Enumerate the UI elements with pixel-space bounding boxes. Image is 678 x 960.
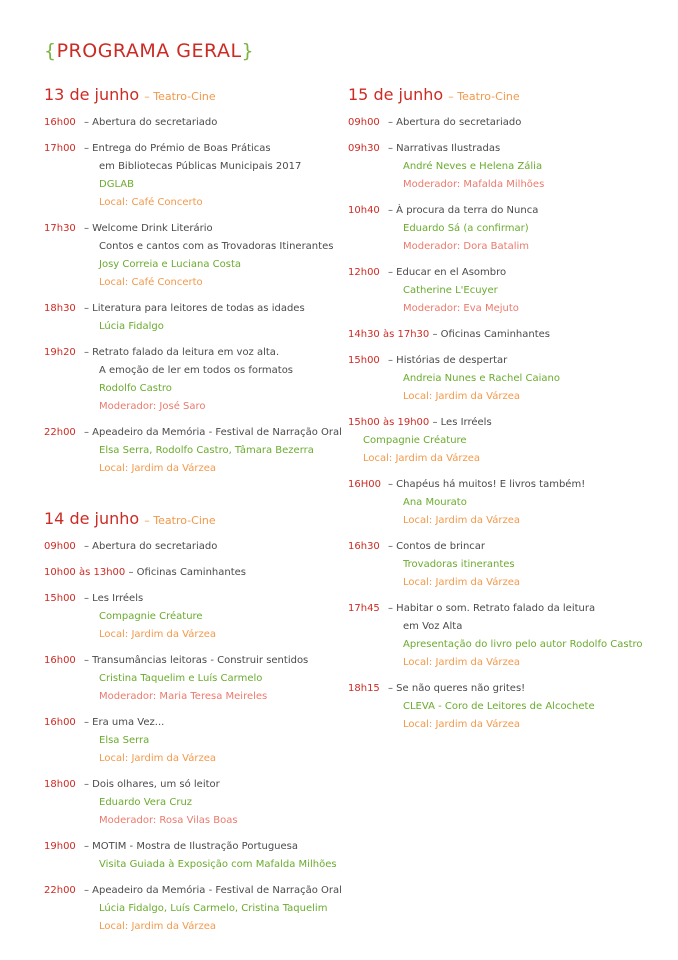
event-person: Visita Guiada à Exposição com Mafalda Milhões (99, 859, 337, 870)
event-body (84, 538, 344, 556)
event-body (388, 140, 648, 194)
event-person: CLEVA - Coro de Leitores de Alcochete (403, 701, 595, 712)
event-location: Local: Café Concerto (99, 277, 203, 288)
event-body (388, 600, 648, 672)
event-body (388, 680, 648, 734)
event-moderator: Moderador: Mafalda Milhões (403, 179, 545, 190)
event-body (44, 564, 344, 582)
event-body (388, 264, 648, 318)
event-title: – Les Irréels (432, 417, 492, 428)
event-time: 16h00 (44, 655, 76, 666)
event-title: – Oficinas Caminhantes (432, 329, 551, 340)
program-event (44, 882, 344, 936)
event-body (84, 140, 344, 212)
program-event (44, 564, 344, 582)
event-title-cont: em Voz Alta (403, 621, 463, 632)
event-moderator: Moderador: José Saro (99, 401, 206, 412)
event-location: Local: Jardim da Várzea (99, 753, 217, 764)
event-time: 15h00 (44, 593, 76, 604)
event-title: – Transumâncias leitoras - Construir sentidos (84, 655, 309, 666)
event-body (84, 652, 344, 706)
event-title: – Habitar o som. Retrato falado da leitura (388, 603, 596, 614)
event-location: Local: Jardim da Várzea (403, 719, 521, 730)
event-location: Local: Jardim da Várzea (99, 629, 217, 640)
event-time: 16h30 (348, 541, 380, 552)
event-title: – Entrega do Prémio de Boas Práticas (84, 143, 271, 154)
event-title-line (348, 326, 648, 344)
event-person: Elsa Serra (99, 735, 150, 746)
event-time: 09h00 (44, 541, 76, 552)
event-title: – Contos de brincar (388, 541, 486, 552)
event-body (388, 202, 648, 256)
event-time: 19h20 (44, 347, 76, 358)
program-event (44, 114, 344, 132)
event-person: Lúcia Fidalgo, Luís Carmelo, Cristina Taquelim (99, 903, 328, 914)
program-event (44, 344, 344, 416)
day-heading (44, 84, 344, 108)
program-event (348, 680, 648, 734)
event-title: – Literatura para leitores de todas as idades (84, 303, 305, 314)
event-time: 15h00 às 19h00 (348, 417, 430, 428)
event-body (84, 300, 344, 336)
event-person: DGLAB (99, 179, 134, 190)
event-person: Compagnie Créature (99, 611, 203, 622)
program-event (348, 352, 648, 406)
program-event (44, 776, 344, 830)
event-time: 16H00 (348, 479, 381, 490)
program-event (44, 590, 344, 644)
day-date: 13 de junho (44, 85, 140, 104)
program-event (44, 300, 344, 336)
event-time: 17h30 (44, 223, 76, 234)
event-title: – Era uma Vez... (84, 717, 165, 728)
event-title: – Welcome Drink Literário (84, 223, 213, 234)
event-body (84, 590, 344, 644)
day-venue: – Teatro-Cine (144, 90, 216, 103)
title-close-brace: } (241, 40, 255, 62)
event-title: – Les Irréels (84, 593, 144, 604)
program-event (44, 652, 344, 706)
program-event (44, 424, 344, 478)
event-time: 22h00 (44, 885, 76, 896)
event-title: – MOTIM - Mostra de Ilustração Portuguesa (84, 841, 298, 852)
event-time: 18h00 (44, 779, 76, 790)
event-body (84, 714, 344, 768)
program-event (348, 114, 648, 132)
program-event (348, 326, 648, 344)
left-column (44, 84, 344, 944)
event-body (348, 326, 648, 344)
event-title: – À procura da terra do Nunca (388, 205, 539, 216)
day-heading (348, 84, 648, 108)
event-time: 22h00 (44, 427, 76, 438)
event-body (348, 414, 648, 468)
event-title: – Se não queres não grites! (388, 683, 526, 694)
event-body (388, 538, 648, 592)
event-location: Local: Jardim da Várzea (403, 391, 521, 402)
day-venue: – Teatro-Cine (144, 514, 216, 527)
event-body (84, 344, 344, 416)
event-title-cont: em Bibliotecas Públicas Municipais 2017 (99, 161, 302, 172)
event-location: Local: Jardim da Várzea (403, 515, 521, 526)
event-time: 10h00 às 13h00 (44, 567, 126, 578)
event-title-cont: A emoção de ler em todos os formatos (99, 365, 294, 376)
event-time: 16h00 (44, 117, 76, 128)
event-person: Apresentação do livro pelo autor Rodolfo Castro (403, 639, 643, 650)
event-location: Local: Jardim da Várzea (363, 453, 481, 464)
event-person: Eduardo Vera Cruz (99, 797, 193, 808)
event-moderator: Moderador: Rosa Vilas Boas (99, 815, 238, 826)
program-event (348, 538, 648, 592)
event-time: 17h45 (348, 603, 380, 614)
event-person: Compagnie Créature (363, 435, 467, 446)
event-moderator: Moderador: Dora Batalim (403, 241, 530, 252)
event-moderator: Moderador: Eva Mejuto (403, 303, 519, 314)
event-title: – Abertura do secretariado (84, 117, 218, 128)
event-time: 16h00 (44, 717, 76, 728)
event-location: Local: Café Concerto (99, 197, 203, 208)
event-body (388, 114, 648, 132)
event-title: – Oficinas Caminhantes (128, 567, 247, 578)
event-person: Ana Mourato (403, 497, 467, 508)
event-title: – Apeadeiro da Memória - Festival de Narração Oral (84, 427, 342, 438)
event-body (388, 352, 648, 406)
program-event (348, 414, 648, 468)
event-time: 10h40 (348, 205, 380, 216)
day-heading (44, 508, 344, 532)
event-time: 15h00 (348, 355, 380, 366)
event-title: – Chapéus há muitos! E livros também! (388, 479, 586, 490)
event-time: 19h00 (44, 841, 76, 852)
event-body (84, 838, 344, 874)
program-event (44, 838, 344, 874)
event-location: Local: Jardim da Várzea (403, 657, 521, 668)
program-event (348, 202, 648, 256)
event-person: Cristina Taquelim e Luís Carmelo (99, 673, 263, 684)
program-event (348, 140, 648, 194)
program-event (44, 538, 344, 556)
event-body (84, 776, 344, 830)
program-event (44, 140, 344, 212)
event-person: Andreia Nunes e Rachel Caiano (403, 373, 560, 384)
event-person: Josy Correia e Luciana Costa (99, 259, 242, 270)
event-title: – Abertura do secretariado (84, 541, 218, 552)
program-event (348, 600, 648, 672)
event-person: André Neves e Helena Zália (403, 161, 543, 172)
event-time: 09h30 (348, 143, 380, 154)
event-title: – Apeadeiro da Memória - Festival de Narração Oral (84, 885, 342, 896)
event-title: – Histórias de despertar (388, 355, 508, 366)
event-time: 17h00 (44, 143, 76, 154)
event-location: Local: Jardim da Várzea (99, 463, 217, 474)
title-open-brace: { (44, 40, 57, 62)
event-time: 18h15 (348, 683, 380, 694)
program-event (348, 476, 648, 530)
event-person: Catherine L'Ecuyer (403, 285, 498, 296)
day-venue: – Teatro-Cine (448, 90, 520, 103)
program-event (44, 220, 344, 292)
event-person: Elsa Serra, Rodolfo Castro, Tâmara Bezerra (99, 445, 314, 456)
event-location: Local: Jardim da Várzea (99, 921, 217, 932)
title-text: PROGRAMA GERAL (56, 40, 242, 62)
event-title: – Dois olhares, um só leitor (84, 779, 220, 790)
event-moderator: Moderador: Maria Teresa Meireles (99, 691, 268, 702)
right-column (348, 84, 648, 742)
day-separator (44, 486, 344, 508)
event-person: Trovadoras itinerantes (403, 559, 515, 570)
event-title: – Educar en el Asombro (388, 267, 507, 278)
event-body (84, 220, 344, 292)
event-body (388, 476, 648, 530)
program-event (44, 714, 344, 768)
event-time: 14h30 às 17h30 (348, 329, 430, 340)
event-time: 12h00 (348, 267, 380, 278)
event-title: – Narrativas Ilustradas (388, 143, 501, 154)
day-date: 15 de junho (348, 85, 444, 104)
event-time: 09h00 (348, 117, 380, 128)
event-body (84, 114, 344, 132)
event-body (84, 882, 344, 936)
event-person: Eduardo Sá (a confirmar) (403, 223, 529, 234)
event-title-line (44, 564, 344, 582)
event-location: Local: Jardim da Várzea (403, 577, 521, 588)
day-date: 14 de junho (44, 509, 140, 528)
event-body (84, 424, 344, 478)
event-person: Rodolfo Castro (99, 383, 172, 394)
event-title: – Retrato falado da leitura em voz alta. (84, 347, 280, 358)
program-title (44, 40, 254, 62)
event-title-line (348, 414, 648, 432)
event-title-cont: Contos e cantos com as Trovadoras Itinerantes (99, 241, 334, 252)
event-person: Lúcia Fidalgo (99, 321, 164, 332)
program-event (348, 264, 648, 318)
event-time: 18h30 (44, 303, 76, 314)
event-title: – Abertura do secretariado (388, 117, 522, 128)
